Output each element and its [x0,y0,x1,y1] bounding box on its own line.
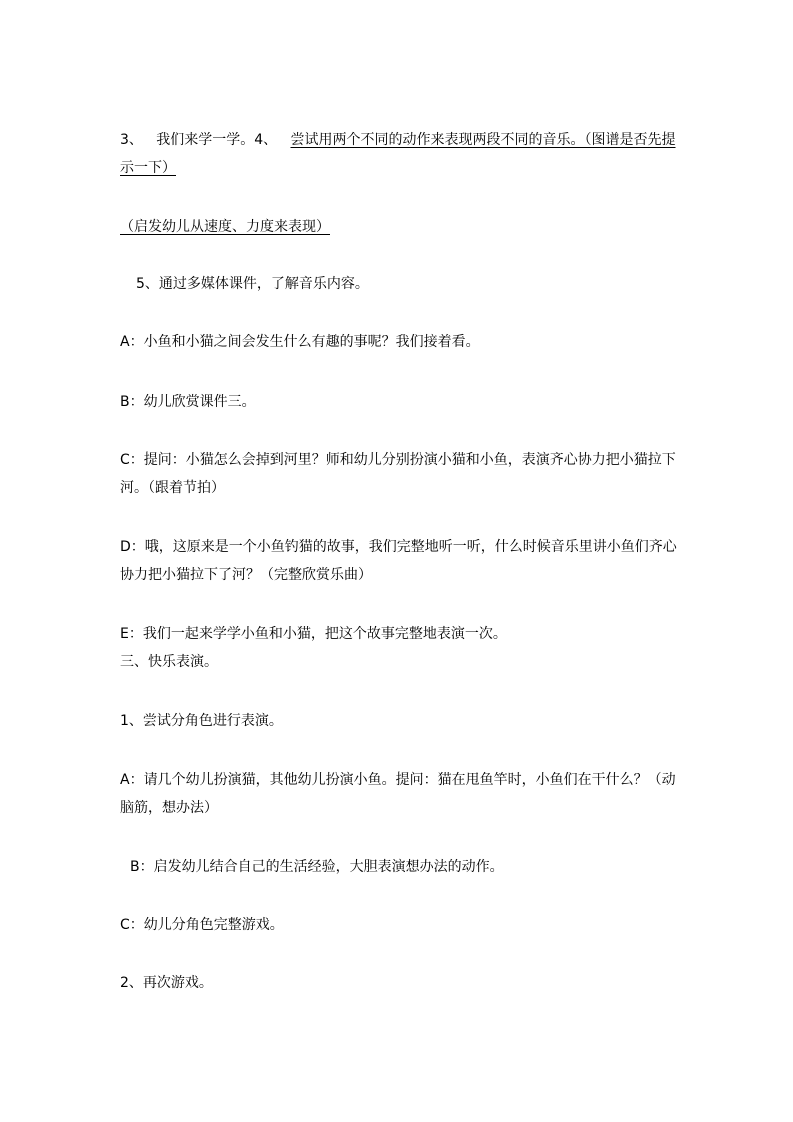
paragraph-e: E：我们一起来学学小鱼和小猫，把这个故事完整地表演一次。 [120,626,507,642]
section-heading-3: 三、快乐表演。 [120,654,218,670]
paragraph-step-1: 1、尝试分角色进行表演。 [120,713,283,729]
paragraph-step-2: 2、再次游戏。 [120,975,213,991]
step-3-text: 3、 我们来学一学。4、 [120,132,291,148]
paragraph-c: C：提问：小猫怎么会掉到河里？师和幼儿分别扮演小猫和小鱼，表演齐心协力把小猫拉下河。（跟着节拍） [120,452,676,496]
paragraph-role-b: B：启发幼儿结合自己的生活经验，大胆表演想办法的动作。 [130,859,504,875]
paragraph-step-3-4 [120,126,680,182]
paragraph-step-5: 5、通过多媒体课件，了解音乐内容。 [136,276,369,292]
paragraph-role-c: C：幼儿分角色完整游戏。 [120,917,284,933]
paragraph-a: A：小鱼和小猫之间会发生什么有趣的事呢？我们接着看。 [120,334,480,350]
paragraph-b: B：幼儿欣赏课件三。 [120,394,256,410]
step-4-underlined-text: 尝试用两个不同的动作来表现两段不同的音乐。（图谱是否先提示一下） [120,132,676,176]
paragraph-role-a: A：请几个幼儿扮演猫，其他幼儿扮演小鱼。提问：猫在甩鱼竿时，小鱼们在干什么？（动脑筋，想办法） [120,772,676,816]
paragraph-hint: （启发幼儿从速度、力度来表现） [120,219,330,235]
paragraph-d: D：哦，这原来是一个小鱼钓猫的故事，我们完整地听一听，什么时候音乐里讲小鱼们齐心协力把小猫拉下了河？（完整欣赏乐曲） [120,539,677,583]
